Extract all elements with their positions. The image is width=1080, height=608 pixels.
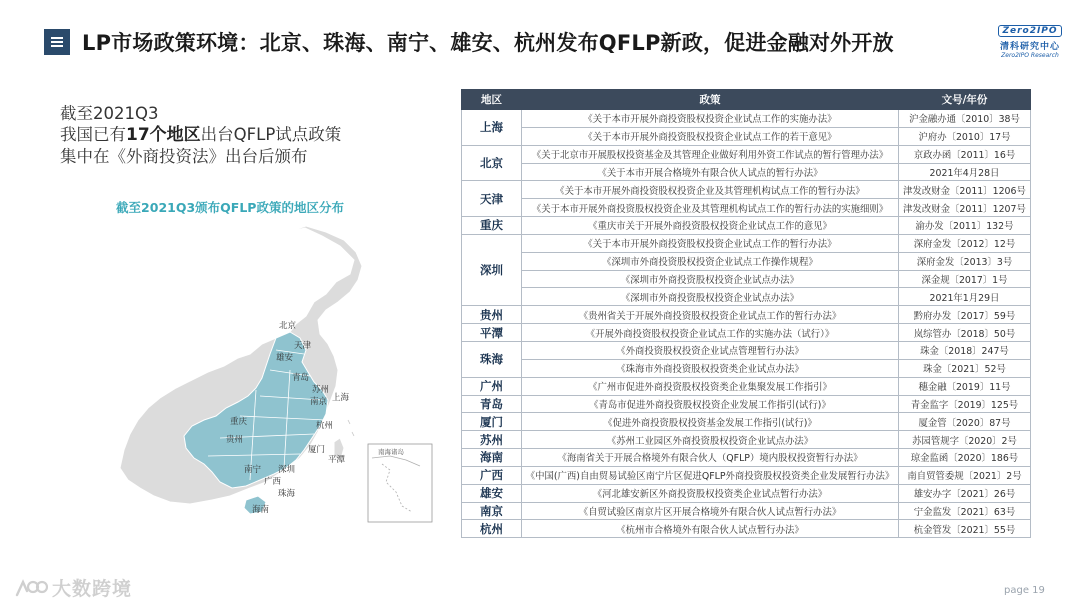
map-label-zhuhai: 珠海 bbox=[278, 489, 296, 499]
policy-cell: 《外商投资股权投资企业试点管理暂行办法》 bbox=[522, 341, 899, 359]
table-row bbox=[462, 359, 1031, 377]
doc-number-cell: 沪金融办通〔2010〕38号 bbox=[899, 110, 1031, 128]
doc-number-cell: 穗金融〔2019〕11号 bbox=[899, 377, 1031, 395]
map-label-south-sea: 南海诸岛 bbox=[378, 448, 404, 456]
map-label-nanjing: 南京 bbox=[310, 397, 328, 407]
doc-number-cell: 黔府办发〔2017〕59号 bbox=[899, 306, 1031, 324]
policy-cell: 《广州市促进外商投资股权投资类企业集聚发展工作指引》 bbox=[522, 377, 899, 395]
watermark bbox=[14, 574, 132, 601]
policy-cell: 《珠海市外商投资股权投资类企业试点办法》 bbox=[522, 359, 899, 377]
region-cell: 深圳 bbox=[462, 234, 522, 305]
doc-number-cell: 厦金管〔2020〕87号 bbox=[899, 413, 1031, 431]
map-title: 截至2021Q3颁布QFLP政策的地区分布 bbox=[116, 200, 344, 215]
map-label-guangxi: 广西 bbox=[264, 477, 282, 487]
table-row bbox=[462, 234, 1031, 252]
table-row bbox=[462, 288, 1031, 306]
map-label-tianjin: 天津 bbox=[294, 341, 312, 351]
region-cell: 厦门 bbox=[462, 413, 522, 431]
page-title: LP市场政策环境：北京、珠海、南宁、雄安、杭州发布QFLP新政，促进金融对外开放 bbox=[82, 31, 894, 55]
table-row bbox=[462, 484, 1031, 502]
intro-text bbox=[60, 103, 420, 167]
coastline-dots bbox=[348, 420, 354, 436]
doc-number-cell: 苏园管规字〔2020〕2号 bbox=[899, 431, 1031, 449]
table-row bbox=[462, 252, 1031, 270]
doc-number-cell: 沪府办〔2010〕17号 bbox=[899, 127, 1031, 145]
table-row bbox=[462, 324, 1031, 342]
map-label-xiamen: 厦门 bbox=[308, 445, 326, 455]
page-number: page 19 bbox=[1004, 585, 1045, 596]
region-cell: 北京 bbox=[462, 145, 522, 181]
policy-cell: 《关于本市开展外商投资股权投资企业及其管理机构试点工作的暂行办法的实施细则》 bbox=[522, 199, 899, 217]
policy-cell: 《河北雄安新区外商投资股权投资类企业试点暂行办法》 bbox=[522, 484, 899, 502]
map-label-guizhou: 贵州 bbox=[226, 435, 244, 445]
watermark-logo-icon bbox=[14, 577, 48, 599]
table-row bbox=[462, 110, 1031, 128]
doc-number-cell: 2021年1月29日 bbox=[899, 288, 1031, 306]
doc-number-cell: 深金规〔2017〕1号 bbox=[899, 270, 1031, 288]
table-row bbox=[462, 395, 1031, 413]
map-label-beijing: 北京 bbox=[279, 321, 297, 331]
doc-number-cell: 杭金管发〔2021〕55号 bbox=[899, 520, 1031, 538]
logo-en-text: Zero2IPO Research bbox=[1001, 52, 1059, 59]
policy-cell: 《关于本市开展外商投资股权投资企业及其管理机构试点工作的暂行办法》 bbox=[522, 181, 899, 199]
region-cell: 广州 bbox=[462, 377, 522, 395]
table-row bbox=[462, 431, 1031, 449]
policy-cell: 《关于本市开展合格境外有限合伙人试点的暂行办法》 bbox=[522, 163, 899, 181]
region-cell: 南京 bbox=[462, 502, 522, 520]
watermark-text: 大数跨境 bbox=[52, 578, 133, 600]
header-region: 地区 bbox=[462, 90, 522, 110]
intro-line-3: 集中在《外商投资法》出台后颁布 bbox=[60, 147, 308, 166]
table-row bbox=[462, 199, 1031, 217]
map-label-shenzhen: 深圳 bbox=[278, 465, 296, 475]
doc-number-cell: 宁金监发〔2021〕63号 bbox=[899, 502, 1031, 520]
region-cell: 杭州 bbox=[462, 520, 522, 538]
map-label-nanning: 南宁 bbox=[244, 465, 262, 475]
doc-number-cell: 南自贸管委规〔2021〕2号 bbox=[899, 466, 1031, 484]
policy-cell: 《海南省关于开展合格境外有限合伙人（QFLP）境内股权投资暂行办法》 bbox=[522, 449, 899, 467]
map-label-pingtan: 平潭 bbox=[328, 455, 346, 465]
region-cell: 平潭 bbox=[462, 324, 522, 342]
region-cell: 珠海 bbox=[462, 341, 522, 377]
map-label-suzhou: 苏州 bbox=[312, 385, 330, 395]
policy-cell: 《重庆市关于开展外商投资股权投资企业试点工作的意见》 bbox=[522, 217, 899, 235]
table-row bbox=[462, 145, 1031, 163]
table-row bbox=[462, 413, 1031, 431]
map-label-hainan: 海南 bbox=[252, 505, 270, 515]
table-row bbox=[462, 163, 1031, 181]
region-cell: 上海 bbox=[462, 110, 522, 146]
policy-cell: 《关于本市开展外商投资股权投资企业试点工作的暂行办法》 bbox=[522, 234, 899, 252]
region-cell: 苏州 bbox=[462, 431, 522, 449]
region-cell: 海南 bbox=[462, 449, 522, 467]
policy-cell: 《开展外商投资股权投资企业试点工作的实施办法（试行）》 bbox=[522, 324, 899, 342]
policy-cell: 《关于北京市开展股权投资基金及其管理企业做好利用外资工作试点的暂行管理办法》 bbox=[522, 145, 899, 163]
region-cell: 青岛 bbox=[462, 395, 522, 413]
policy-cell: 《促进外商投资股权投资基金发展工作指引(试行)》 bbox=[522, 413, 899, 431]
doc-number-cell: 雄安办字〔2021〕26号 bbox=[899, 484, 1031, 502]
map-label-qingdao: 青岛 bbox=[292, 373, 310, 383]
policy-cell: 《深圳市外商投资股权投资企业试点办法》 bbox=[522, 270, 899, 288]
region-count: 17个地区 bbox=[126, 125, 201, 145]
doc-number-cell: 津发改财金〔2011〕1206号 bbox=[899, 181, 1031, 199]
table-body bbox=[462, 110, 1031, 538]
table-row bbox=[462, 270, 1031, 288]
doc-number-cell: 深府金发〔2012〕12号 bbox=[899, 234, 1031, 252]
region-cell: 广西 bbox=[462, 466, 522, 484]
policy-cell: 《贵州省关于开展外商投资股权投资企业试点工作的暂行办法》 bbox=[522, 306, 899, 324]
policy-cell: 《青岛市促进外商投资股权投资企业发展工作指引(试行)》 bbox=[522, 395, 899, 413]
policy-cell: 《深圳市外商投资股权投资企业试点办法》 bbox=[522, 288, 899, 306]
policy-cell: 《深圳市外商投资股权投资企业试点工作操作规程》 bbox=[522, 252, 899, 270]
logo-mark: Zero2IPO bbox=[998, 25, 1061, 37]
table-row bbox=[462, 449, 1031, 467]
table-header-row bbox=[462, 90, 1031, 110]
china-map-svg bbox=[100, 220, 440, 525]
header-doc: 文号/年份 bbox=[899, 90, 1031, 110]
map-label-chongqing: 重庆 bbox=[230, 417, 248, 427]
doc-number-cell: 青金监字〔2019〕125号 bbox=[899, 395, 1031, 413]
title-bar bbox=[44, 24, 984, 60]
policy-cell: 《中国(广西)自由贸易试验区南宁片区促进QFLP外商投资股权投资类企业发展暂行办法》 bbox=[522, 466, 899, 484]
table-row bbox=[462, 181, 1031, 199]
table-row bbox=[462, 217, 1031, 235]
table-row bbox=[462, 466, 1031, 484]
table-row bbox=[462, 377, 1031, 395]
table-row bbox=[462, 502, 1031, 520]
doc-number-cell: 渝办发〔2011〕132号 bbox=[899, 217, 1031, 235]
table-row bbox=[462, 520, 1031, 538]
zero2ipo-logo bbox=[998, 18, 1062, 62]
doc-number-cell: 深府金发〔2013〕3号 bbox=[899, 252, 1031, 270]
region-cell: 重庆 bbox=[462, 217, 522, 235]
table-row bbox=[462, 306, 1031, 324]
intro-line-1: 截至2021Q3 bbox=[60, 104, 159, 123]
policy-table bbox=[461, 89, 1031, 538]
table-row bbox=[462, 341, 1031, 359]
doc-number-cell: 2021年4月28日 bbox=[899, 163, 1031, 181]
intro-line-2: 我国已有17个地区出台QFLP试点政策 bbox=[60, 125, 342, 145]
region-cell: 贵州 bbox=[462, 306, 522, 324]
header-policy: 政策 bbox=[522, 90, 899, 110]
policy-cell: 《杭州市合格境外有限合伙人试点暂行办法》 bbox=[522, 520, 899, 538]
map-label-hangzhou: 杭州 bbox=[316, 421, 334, 431]
map-label-shanghai: 上海 bbox=[332, 393, 350, 403]
policy-cell: 《苏州工业园区外商投资股权投资企业试点办法》 bbox=[522, 431, 899, 449]
table-row bbox=[462, 127, 1031, 145]
menu-icon[interactable] bbox=[44, 29, 70, 55]
doc-number-cell: 京政办函〔2011〕16号 bbox=[899, 145, 1031, 163]
region-cell: 雄安 bbox=[462, 484, 522, 502]
doc-number-cell: 珠金〔2018〕247号 bbox=[899, 341, 1031, 359]
policy-cell: 《自贸试验区南京片区开展合格境外有限合伙人试点暂行办法》 bbox=[522, 502, 899, 520]
doc-number-cell: 珠金〔2021〕52号 bbox=[899, 359, 1031, 377]
map-label-xiongan: 雄安 bbox=[276, 353, 294, 363]
doc-number-cell: 岚综管办〔2018〕50号 bbox=[899, 324, 1031, 342]
china-map bbox=[100, 220, 440, 525]
region-cell: 天津 bbox=[462, 181, 522, 217]
doc-number-cell: 津发改财金〔2011〕1207号 bbox=[899, 199, 1031, 217]
policy-cell: 《关于本市开展外商投资股权投资企业试点工作的若干意见》 bbox=[522, 127, 899, 145]
doc-number-cell: 琼金监函〔2020〕186号 bbox=[899, 449, 1031, 467]
logo-cn-text: 清科研究中心 bbox=[999, 42, 1060, 52]
policy-cell: 《关于本市开展外商投资股权投资企业试点工作的实施办法》 bbox=[522, 110, 899, 128]
